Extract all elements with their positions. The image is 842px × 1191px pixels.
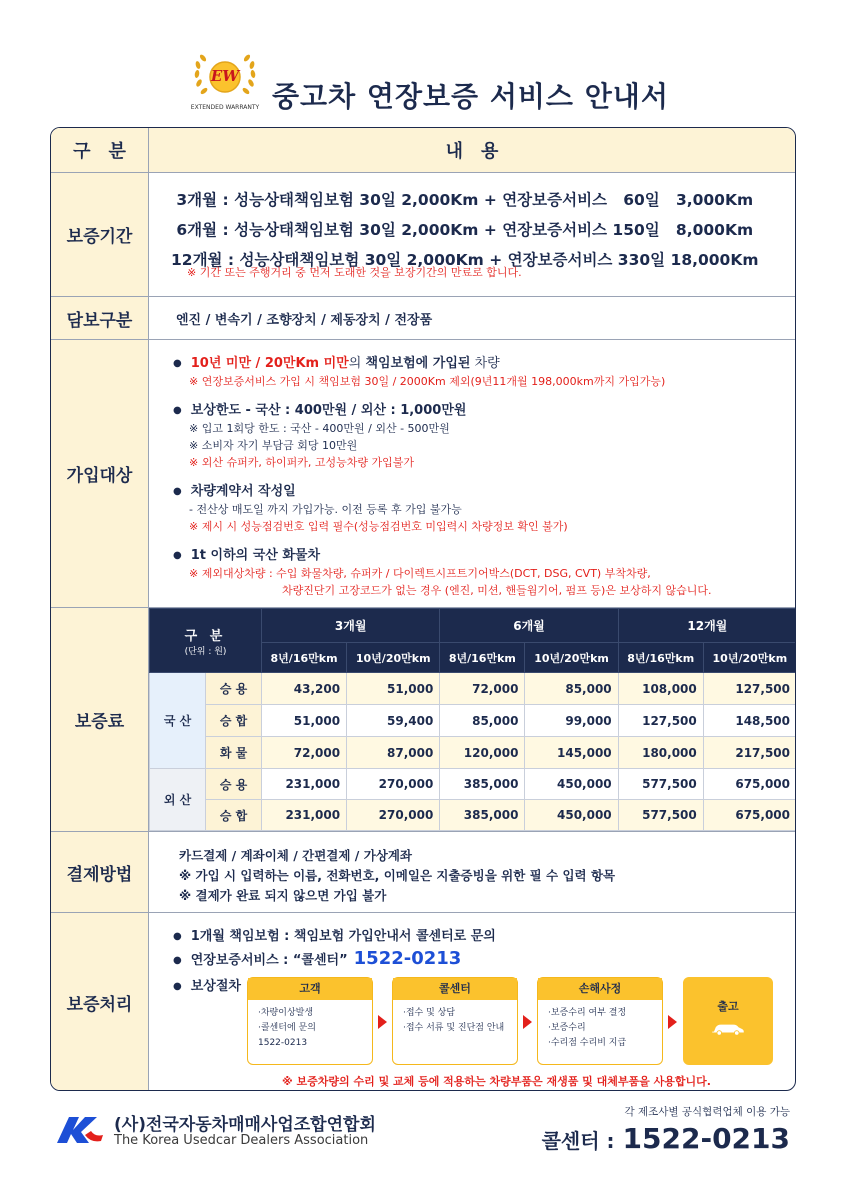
claim-label: 보증처리	[51, 913, 149, 1091]
mileage-header: 10년/20만km	[347, 643, 440, 673]
table-row	[150, 705, 797, 737]
mileage-header: 8년/16만km	[440, 643, 525, 673]
partner-note: 각 제조사별 공식협력업체 이용 가능	[624, 1106, 790, 1118]
document-title: 중고차 연장보증 서비스 안내서	[272, 80, 669, 113]
step-loss-adjustment: 손해사정 ·보증수리 여부 결정 ·보증수리 ·수리점 수리비 지급	[537, 977, 663, 1065]
vehicle-kind: 승 합	[206, 800, 262, 831]
table-row	[150, 737, 797, 769]
fee-cell: 59,400	[347, 705, 440, 737]
association-name-english: The Korea Usedcar Dealers Association	[114, 1133, 369, 1148]
payment-note-1: ※ 가입 시 입력하는 이름, 전화번호, 이메일은 지출증빙을 위한 필 수 입력 항목	[179, 868, 616, 883]
period-note: ※ 기간 또는 주행거리 중 먼저 도래한 것을 보장기간의 만료로 합니다.	[187, 266, 522, 279]
eligibility-sub-4b: 차량진단기 고장코드가 없는 경우 (엔진, 미션, 핸들웜기어, 펌프 등)은 보상하지 않습니다.	[282, 584, 712, 597]
step-release: 출고	[683, 977, 773, 1065]
fee-cell: 450,000	[525, 769, 618, 800]
car-icon	[710, 1022, 746, 1036]
period-line-6m: 6개월 : 성능상태책임보험 30일 2,000Km + 연장보증서비스 150일 8,000Km	[171, 221, 754, 239]
eligibility-sub-3b: ※ 제시 시 성능점검번호 입력 필수(성능점검번호 미입력시 차량정보 확인 불가)	[189, 520, 568, 533]
payment-row	[51, 832, 795, 913]
fee-cell: 270,000	[347, 769, 440, 800]
fee-cell: 385,000	[440, 800, 525, 831]
header-category: 구분	[51, 128, 149, 172]
fee-cell: 180,000	[618, 737, 703, 769]
eligibility-label: 가입대상	[51, 340, 149, 607]
claim-parts-note: ※ 보증차량의 수리 및 교체 등에 적용하는 차량부품은 재생품 및 대체부품을 사용합니다.	[282, 1075, 711, 1088]
fee-corner: 구 분 (단위 : 원)	[150, 609, 262, 673]
eligibility-sub-2b: ※ 소비자 자기 부담금 회당 10만원	[189, 439, 358, 452]
fee-table	[149, 608, 796, 831]
claim-row	[51, 913, 795, 1091]
eligibility-sub-4a: ※ 제외대상차량 : 수입 화물차량, 슈퍼카 / 다이렉트시프트기어박스(DCT, DSG, CVT) 부착차량,	[189, 567, 651, 580]
payment-note-2: ※ 결제가 완료 되지 않으면 가입 불가	[179, 888, 387, 903]
extended-warranty-logo	[186, 51, 264, 117]
warranty-period-label: 보증기간	[51, 173, 149, 296]
period-line-12m: 12개월 : 성능상태책임보험 30일 2,000Km + 연장보증서비스 330일 18,000Km	[171, 251, 759, 269]
group-domestic: 국 산	[150, 673, 206, 769]
step-call-center: 콜센터 ·접수 및 상담 ·접수 서류 및 진단점 안내	[392, 977, 518, 1065]
fee-cell: 577,500	[618, 800, 703, 831]
claim-bullet-1: ● 1개월 책임보험 : 책임보험 가입안내서 콜센터로 문의	[173, 925, 496, 944]
fee-cell: 51,000	[262, 705, 347, 737]
claim-phone-number: 1522-0213	[353, 948, 462, 969]
eligibility-sub-2a: ※ 입고 1회당 한도 : 국산 - 400만원 / 외산 - 500만원	[189, 422, 450, 435]
call-center-number: 1522-0213	[622, 1122, 790, 1155]
logo-badge: EW	[210, 67, 240, 85]
claim-bullet-3: ● 보상절차	[173, 975, 241, 994]
arrow-right-icon	[523, 1015, 532, 1029]
fee-cell: 99,000	[525, 705, 618, 737]
table-header-row	[51, 128, 795, 173]
fee-cell: 675,000	[703, 800, 796, 831]
payment-methods: 카드결제 / 계좌이체 / 간편결제 / 가상계좌	[179, 848, 413, 863]
vehicle-kind: 승 용	[206, 673, 262, 705]
fee-cell: 87,000	[347, 737, 440, 769]
fee-cell: 231,000	[262, 769, 347, 800]
fee-cell: 450,000	[525, 800, 618, 831]
fee-cell: 108,000	[618, 673, 703, 705]
vehicle-kind: 승 용	[206, 769, 262, 800]
fee-cell: 385,000	[440, 769, 525, 800]
mileage-header: 8년/16만km	[618, 643, 703, 673]
fee-cell: 127,500	[703, 673, 796, 705]
arrow-right-icon	[378, 1015, 387, 1029]
vehicle-kind: 화 물	[206, 737, 262, 769]
eligibility-row	[51, 340, 795, 608]
fee-cell: 51,000	[347, 673, 440, 705]
mileage-header: 8년/16만km	[262, 643, 347, 673]
fee-cell: 127,500	[618, 705, 703, 737]
association-logo-icon	[55, 1113, 105, 1147]
mileage-header: 10년/20만km	[703, 643, 796, 673]
page-footer	[0, 1100, 842, 1191]
table-row	[150, 769, 797, 800]
step-customer: 고객 ·차량이상발생 ·콜센터에 문의 1522-0213	[247, 977, 373, 1065]
eligibility-sub-3a: - 전산상 매도일 까지 가입가능. 이전 등록 후 가입 불가능	[189, 503, 462, 516]
call-center: 콜센터 : 1522-0213	[541, 1122, 790, 1155]
eligibility-sub-1: ※ 연장보증서비스 가입 시 책임보험 30일 / 2000Km 제외(9년11개월 198,000km까지 가입가능)	[189, 375, 666, 388]
coverage-row	[51, 297, 795, 340]
period-header: 3개월	[262, 609, 440, 643]
eligibility-bullet-1: ● 10년 미만 / 20만Km 미만의 책임보험에 가입된 차량	[173, 352, 500, 371]
eligibility-bullet-2: ● 보상한도 - 국산 : 400만원 / 외산 : 1,000만원	[173, 399, 466, 418]
fee-cell: 231,000	[262, 800, 347, 831]
fee-cell: 72,000	[440, 673, 525, 705]
coverage-label: 담보구분	[51, 297, 149, 339]
page-header	[0, 45, 842, 125]
fee-cell: 85,000	[440, 705, 525, 737]
period-line-3m: 3개월 : 성능상태책임보험 30일 2,000Km + 연장보증서비스 60일 3,000Km	[171, 191, 754, 209]
period-header: 12개월	[618, 609, 796, 643]
warranty-period-row	[51, 173, 795, 297]
vehicle-kind: 승 합	[206, 705, 262, 737]
eligibility-bullet-4: ● 1t 이하의 국산 화물차	[173, 544, 320, 563]
fee-cell: 675,000	[703, 769, 796, 800]
fee-cell: 148,500	[703, 705, 796, 737]
coverage-text: 엔진 / 변속기 / 조향장치 / 제동장치 / 전장품	[176, 312, 433, 328]
fee-cell: 72,000	[262, 737, 347, 769]
logo-caption: EXTENDED WARRANTY	[190, 104, 260, 111]
eligibility-bullet-3: ● 차량계약서 작성일	[173, 480, 296, 499]
info-table	[50, 127, 796, 1091]
claim-bullet-2: ● 연장보증서비스 : “콜센터” 1522-0213	[173, 948, 461, 969]
fee-cell: 145,000	[525, 737, 618, 769]
group-imported: 외 산	[150, 769, 206, 831]
fee-cell: 85,000	[525, 673, 618, 705]
eligibility-sub-2c: ※ 외산 슈퍼카, 하이퍼카, 고성능차량 가입불가	[189, 456, 414, 469]
header-content: 내용	[445, 141, 517, 162]
fee-cell: 120,000	[440, 737, 525, 769]
fee-row	[51, 608, 795, 832]
table-row	[150, 673, 797, 705]
table-row	[150, 800, 797, 831]
fee-cell: 43,200	[262, 673, 347, 705]
association-name-korean: (사)전국자동차매매사업조합연합회	[114, 1115, 376, 1135]
fee-cell: 577,500	[618, 769, 703, 800]
fee-cell: 217,500	[703, 737, 796, 769]
period-header: 6개월	[440, 609, 618, 643]
fee-label: 보증료	[51, 608, 149, 831]
fee-cell: 270,000	[347, 800, 440, 831]
arrow-right-icon	[668, 1015, 677, 1029]
mileage-header: 10년/20만km	[525, 643, 618, 673]
payment-label: 결제방법	[51, 832, 149, 912]
